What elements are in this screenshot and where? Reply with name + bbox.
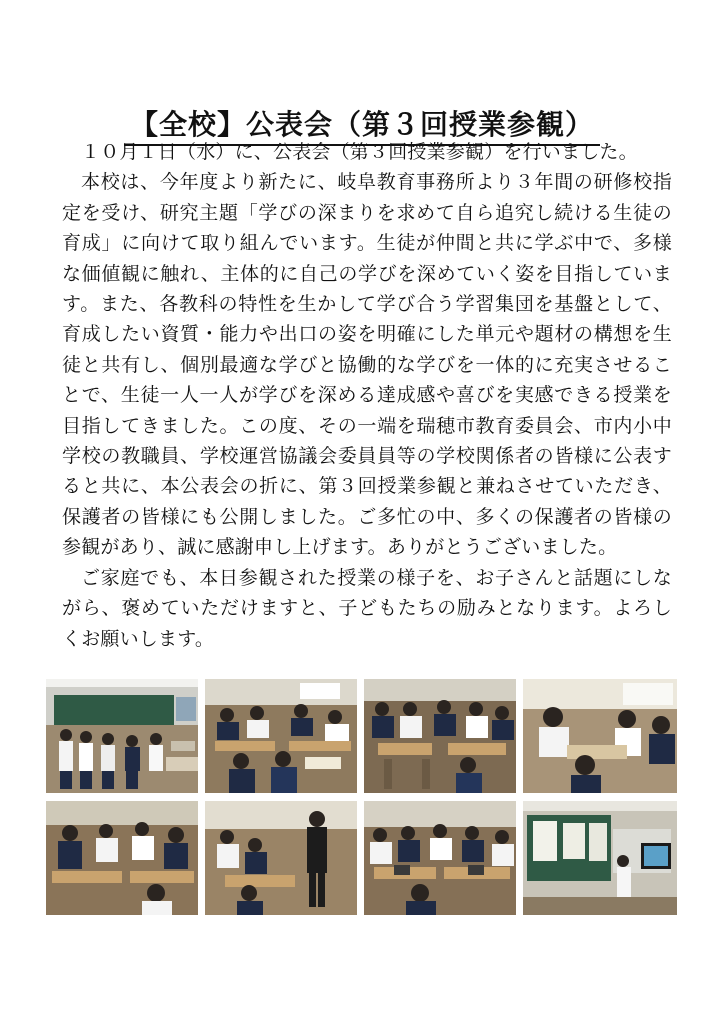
classroom-photo-group-icon (364, 679, 516, 793)
photo-6 (205, 801, 357, 915)
paragraph-main: 本校は、今年度より新たに、岐阜教育事務所より３年間の研修校指定を受け、研究主題「学びの深まりを求めて自ら追究し続ける生徒の育成」に向けて取り組んでいます。生徒が仲間と共に学ぶ中で、多様な価値観に触れ、主体的に自己の学びを深めていく姿を目指しています。また、各教科の特性を生かして学び合う学習集団を基盤として、育成したい資質・能力や出口の姿を明確にした単元や題材の構想を生徒と共有し、個別最適な学びと協働的な学びを一体的に充実させることで、生徒一人一人が学びを深める達成感や喜びを実感できる授業を目指してきました。この度、その一端を瑞穂市教育委員会、市内小中学校の教職員、学校運営協議会委員員等の学校関係者の皆様に公表すると共に、本公表会の折に、第３回授業参観と兼ねさせていただき、保護者の皆様にも公開しました。ご多忙の中、多くの保護者の皆様の参観があり、誠に感謝申し上げます。ありがとうございました。 (62, 171, 672, 559)
photo-gallery (46, 679, 678, 915)
classroom-photo-screen-icon (523, 801, 677, 915)
classroom-photo-discussion-icon (523, 679, 677, 793)
classroom-photo-writing-icon (46, 801, 198, 915)
classroom-photo-tablets-icon (364, 801, 516, 915)
photo-5 (46, 801, 198, 915)
photo-7 (364, 801, 516, 915)
photo-1 (46, 679, 198, 793)
paragraph-closing: ご家庭でも、本日参観された授業の様子を、お子さんと話題にしながら、褒めていただけますと、子どもたちの励みとなります。よろしくお願いします。 (62, 566, 672, 650)
article-body (62, 137, 672, 654)
photo-3 (364, 679, 516, 793)
paragraph-intro: １０月１日（水）に、公表会（第３回授業参観）を行いました。 (81, 141, 638, 163)
photo-4 (523, 679, 677, 793)
page-title-text: 【全校】公表会（第３回授業参観） (124, 107, 600, 146)
photo-2 (205, 679, 357, 793)
classroom-photo-desks-icon (205, 679, 357, 793)
classroom-photo-blackboard-icon (46, 679, 198, 793)
classroom-photo-teacher-icon (205, 801, 357, 915)
photo-8 (523, 801, 677, 915)
